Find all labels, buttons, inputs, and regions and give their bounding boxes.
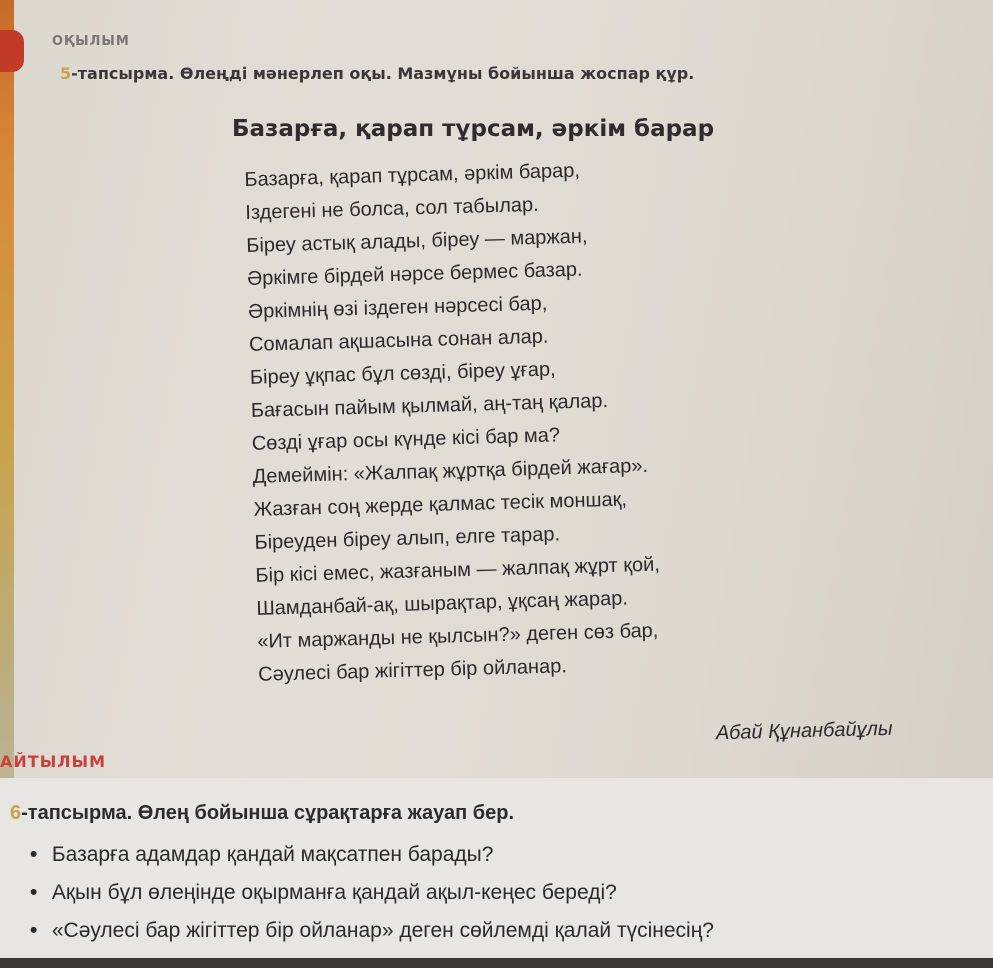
poem-line: Біреуден біреу алып, елге тарар. xyxy=(254,523,561,554)
poem-line: Шамданбай-ақ, шырақтар, ұқсаң жарар. xyxy=(256,587,629,620)
task-5-instruction xyxy=(60,64,694,83)
poem-line: Базарға, қарап тұрсам, әркім барар, xyxy=(244,159,581,191)
question-item xyxy=(30,912,714,950)
poem-author: Абай Құнанбайұлы xyxy=(715,717,893,745)
task-text: -тапсырма. Өлеңді мәнерлеп оқы. Мазмұны бойынша жоспар құр. xyxy=(71,64,695,83)
task-number: 6 xyxy=(10,802,22,824)
question-item xyxy=(30,874,714,912)
section-tab-marker xyxy=(0,30,24,72)
poem-line: Біреу астық алады, біреу — маржан, xyxy=(245,225,588,257)
poem-line: Іздегені не болса, сол табылар. xyxy=(245,193,539,224)
question-text: Базарға адамдар қандай мақсатпен барады? xyxy=(51,843,494,866)
section-label-speaking: АЙТЫЛЫМ xyxy=(0,752,107,771)
bullet-icon: • xyxy=(30,919,38,942)
poem-line: Бағасын пайым қылмай, аң-таң қалар. xyxy=(250,389,609,422)
poem-line: Сөзді ұғар осы күнде кісі бар ма? xyxy=(251,424,561,455)
poem-body xyxy=(244,153,663,692)
poem-line: Әркімнің өзі іздеген нәрсесі бар, xyxy=(247,292,548,323)
poem-line: Сәулесі бар жігіттер бір ойланар. xyxy=(257,655,568,686)
poem-line: Бір кісі емес, жазғаным — жалпақ жұрт қой, xyxy=(255,553,661,587)
task-number: 5 xyxy=(60,64,72,83)
poem-line: «Ит маржанды не қылсын?» деген сөз бар, xyxy=(257,619,659,653)
bullet-icon: • xyxy=(30,881,38,904)
section-label-reading: ОҚЫЛЫМ xyxy=(52,34,130,49)
poem-line: Демеймін: «Жалпақ жұртқа бірдей жағар». xyxy=(252,454,649,488)
poem-line: Сомалап ақшасына сонан алар. xyxy=(248,325,549,356)
poem-line: Жазған соң жерде қалмас тесік моншақ, xyxy=(253,488,628,521)
question-text: Ақын бұл өлеңінде оқырманға қандай ақыл-кеңес береді? xyxy=(51,881,617,904)
poem-line: Біреу ұқпас бұл сөзді, біреу ұғар, xyxy=(249,358,556,389)
bullet-icon: • xyxy=(30,843,38,866)
task-text: -тапсырма. Өлең бойынша сұрақтарға жауап бер. xyxy=(21,802,514,824)
page-bottom-edge xyxy=(0,958,993,968)
question-text: «Сәулесі бар жігіттер бір ойланар» деген сөйлемді қалай түсінесің? xyxy=(51,919,714,942)
question-item xyxy=(30,836,714,874)
poem-title: Базарға, қарап тұрсам, әркім барар xyxy=(232,116,715,142)
question-list xyxy=(30,836,714,950)
task-6-instruction xyxy=(10,802,514,825)
poem-line: Әркімге бірдей нәрсе бермес базар. xyxy=(246,258,583,290)
